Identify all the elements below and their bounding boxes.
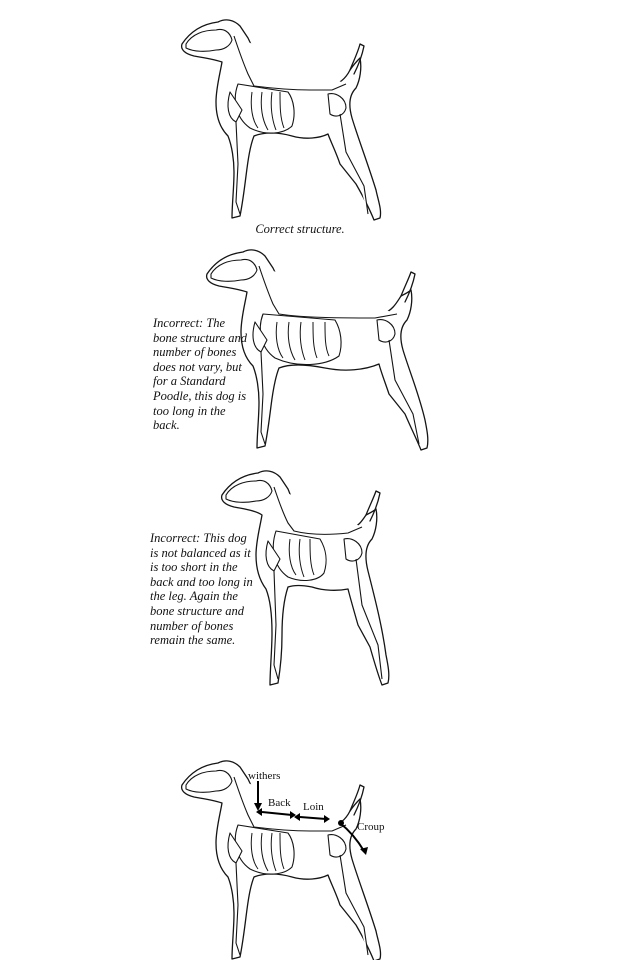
figure-correct <box>0 0 618 240</box>
caption-short-back: Incorrect: This dog is not balanced as it is too short in the back and too long in the leg. Again the bone structure and number of bones remain the same. <box>150 531 253 648</box>
label-croup: Croup <box>357 821 385 833</box>
caption-long-back: Incorrect: The bone structure and number of bones does not vary, but for a Standard Poodle, this dog is too long in the back. <box>153 316 247 433</box>
caption-correct-structure: Correct structure. <box>255 222 345 236</box>
label-withers: withers <box>248 770 281 782</box>
figure-short-back <box>0 455 618 690</box>
label-loin: Loin <box>303 801 324 813</box>
dog-skeleton-long-back <box>0 240 618 455</box>
figure-labeled-topline <box>0 745 618 960</box>
label-back: Back <box>268 797 291 809</box>
dog-skeleton-labeled <box>0 745 618 960</box>
dog-skeleton-correct <box>0 0 618 240</box>
dog-skeleton-short-back <box>0 455 618 690</box>
figure-long-back <box>0 240 618 455</box>
